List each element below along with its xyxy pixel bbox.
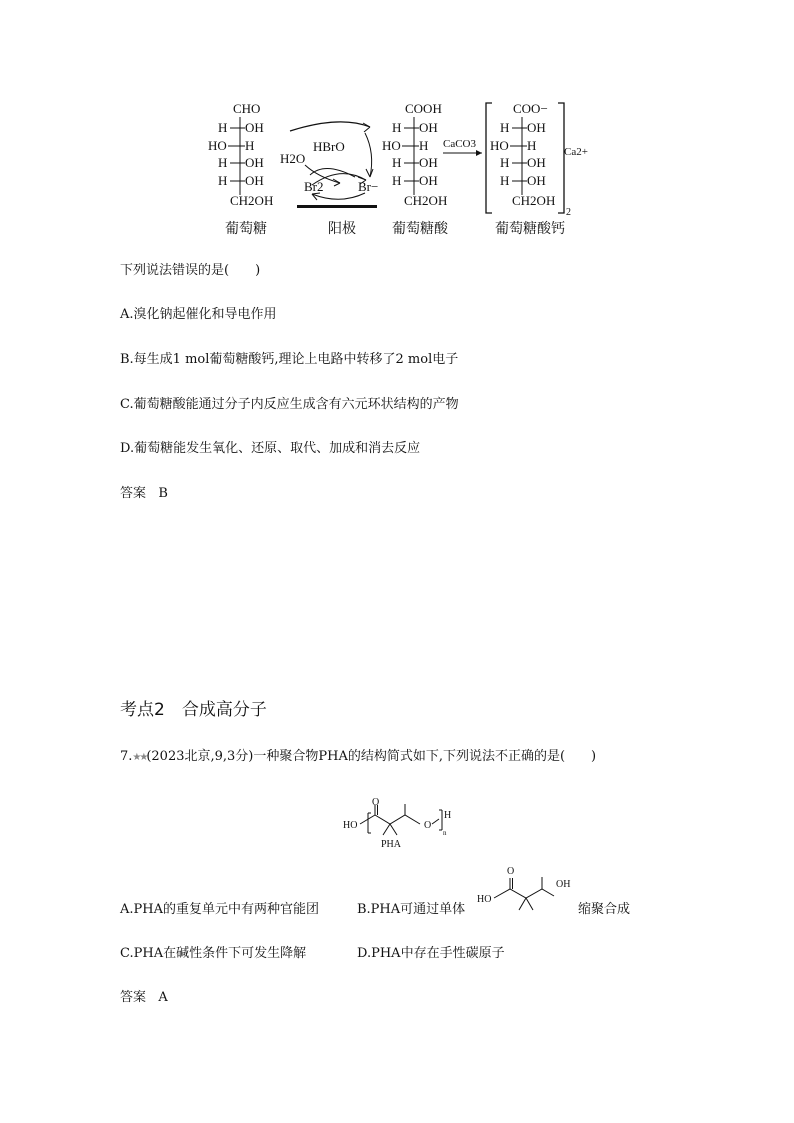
hbro-label: HBrO bbox=[313, 139, 345, 154]
svg-text:OH: OH bbox=[245, 155, 264, 170]
svg-text:OH: OH bbox=[556, 879, 571, 890]
glucose-structure bbox=[208, 101, 273, 237]
q7-option-b-post[interactable]: 缩聚合成 bbox=[578, 902, 631, 917]
svg-text:H: H bbox=[218, 173, 228, 188]
monomer-structure bbox=[474, 863, 584, 918]
gluconic-acid-structure bbox=[382, 101, 449, 237]
svg-text:H: H bbox=[392, 155, 402, 170]
q6-option-d[interactable]: D.葡萄糖能发生氧化、还原、取代、加成和消去反应 bbox=[120, 441, 421, 456]
difficulty-stars-icon: ★★ bbox=[132, 752, 147, 763]
calcium-gluconate-structure bbox=[486, 101, 588, 237]
pha-label: PHA bbox=[381, 839, 402, 850]
svg-text:CH2OH: CH2OH bbox=[404, 193, 448, 208]
calcium-gluconate-name: 葡萄糖酸钙 bbox=[495, 222, 565, 237]
svg-text:CH2OH: CH2OH bbox=[512, 193, 556, 208]
svg-text:O: O bbox=[424, 820, 432, 831]
glucose-ch2oh: CH2OH bbox=[230, 193, 274, 208]
br-minus-label: Br− bbox=[358, 179, 379, 194]
svg-text:HO: HO bbox=[477, 894, 492, 905]
svg-text:O: O bbox=[507, 866, 515, 877]
q7-answer bbox=[120, 990, 168, 1006]
q6-option-c[interactable]: C.葡萄糖酸能通过分子内反应生成含有六元环状结构的产物 bbox=[120, 397, 459, 412]
q7-option-c[interactable]: C.PHA在碱性条件下可发生降解 bbox=[120, 946, 307, 961]
svg-text:OH: OH bbox=[419, 120, 438, 135]
q6-option-b[interactable]: B.每生成1 mol葡萄糖酸钙,理论上电路中转移了2 mol电子 bbox=[120, 352, 459, 367]
svg-text:H: H bbox=[392, 173, 402, 188]
q7-number: 7. bbox=[120, 749, 133, 764]
svg-text:OH: OH bbox=[527, 120, 546, 135]
svg-text:2: 2 bbox=[566, 207, 571, 218]
ca-ion: Ca2+ bbox=[564, 146, 588, 158]
svg-text:H: H bbox=[218, 155, 228, 170]
svg-text:H: H bbox=[245, 138, 255, 153]
q6-answer bbox=[120, 486, 168, 502]
q7-stem-line bbox=[120, 749, 596, 766]
svg-text:O: O bbox=[372, 797, 380, 808]
svg-text:COO−: COO− bbox=[513, 101, 548, 116]
svg-text:HO: HO bbox=[343, 820, 358, 831]
svg-text:H: H bbox=[392, 120, 402, 135]
br2-label: Br2 bbox=[304, 179, 324, 194]
q6-stem: 下列说法错误的是( ) bbox=[120, 263, 261, 278]
svg-text:n: n bbox=[443, 829, 447, 837]
svg-text:OH: OH bbox=[245, 173, 264, 188]
svg-text:H: H bbox=[500, 120, 510, 135]
svg-text:OH: OH bbox=[527, 173, 546, 188]
q6-option-a[interactable]: A.溴化钠起催化和导电作用 bbox=[120, 307, 277, 322]
gluconic-acid-name: 葡萄糖酸 bbox=[392, 222, 448, 237]
svg-text:OH: OH bbox=[245, 120, 264, 135]
svg-text:H: H bbox=[527, 138, 537, 153]
svg-text:OH: OH bbox=[527, 155, 546, 170]
caco3-label: CaCO3 bbox=[443, 138, 476, 150]
anode-name: 阳极 bbox=[328, 222, 356, 237]
section-title: 考点2 合成高分子 bbox=[120, 700, 267, 720]
svg-text:OH: OH bbox=[419, 173, 438, 188]
glucose-cho: CHO bbox=[233, 101, 261, 116]
q6-answer-label: 答案 bbox=[120, 486, 147, 501]
q7-option-d[interactable]: D.PHA中存在手性碳原子 bbox=[357, 946, 505, 961]
anode-electrode bbox=[297, 205, 377, 208]
q7-stem: (2023北京,9,3分)一种聚合物PHA的结构简式如下,下列说法不正确的是( ) bbox=[146, 749, 597, 764]
q7-option-a[interactable]: A.PHA的重复单元中有两种官能团 bbox=[120, 902, 319, 917]
svg-text:H: H bbox=[500, 155, 510, 170]
reaction-scheme bbox=[200, 95, 600, 240]
h2o-label: H2O bbox=[280, 151, 306, 166]
svg-text:HO: HO bbox=[382, 138, 401, 153]
caco3-arrow bbox=[443, 138, 482, 156]
svg-text:OH: OH bbox=[419, 155, 438, 170]
svg-text:HO: HO bbox=[208, 138, 227, 153]
q7-answer-value: A bbox=[158, 990, 168, 1005]
glucose-name: 葡萄糖 bbox=[225, 222, 267, 237]
svg-text:H: H bbox=[419, 138, 429, 153]
anode-cycle bbox=[280, 122, 387, 237]
svg-text:H: H bbox=[444, 810, 452, 821]
q6-answer-value: B bbox=[158, 486, 168, 501]
q7-answer-label: 答案 bbox=[120, 990, 147, 1005]
q7-option-b-pre[interactable]: B.PHA可通过单体 bbox=[357, 902, 466, 917]
svg-text:H: H bbox=[218, 120, 228, 135]
svg-text:HO: HO bbox=[490, 138, 509, 153]
svg-text:COOH: COOH bbox=[405, 101, 442, 116]
pha-structure bbox=[338, 783, 468, 851]
svg-text:H: H bbox=[500, 173, 510, 188]
